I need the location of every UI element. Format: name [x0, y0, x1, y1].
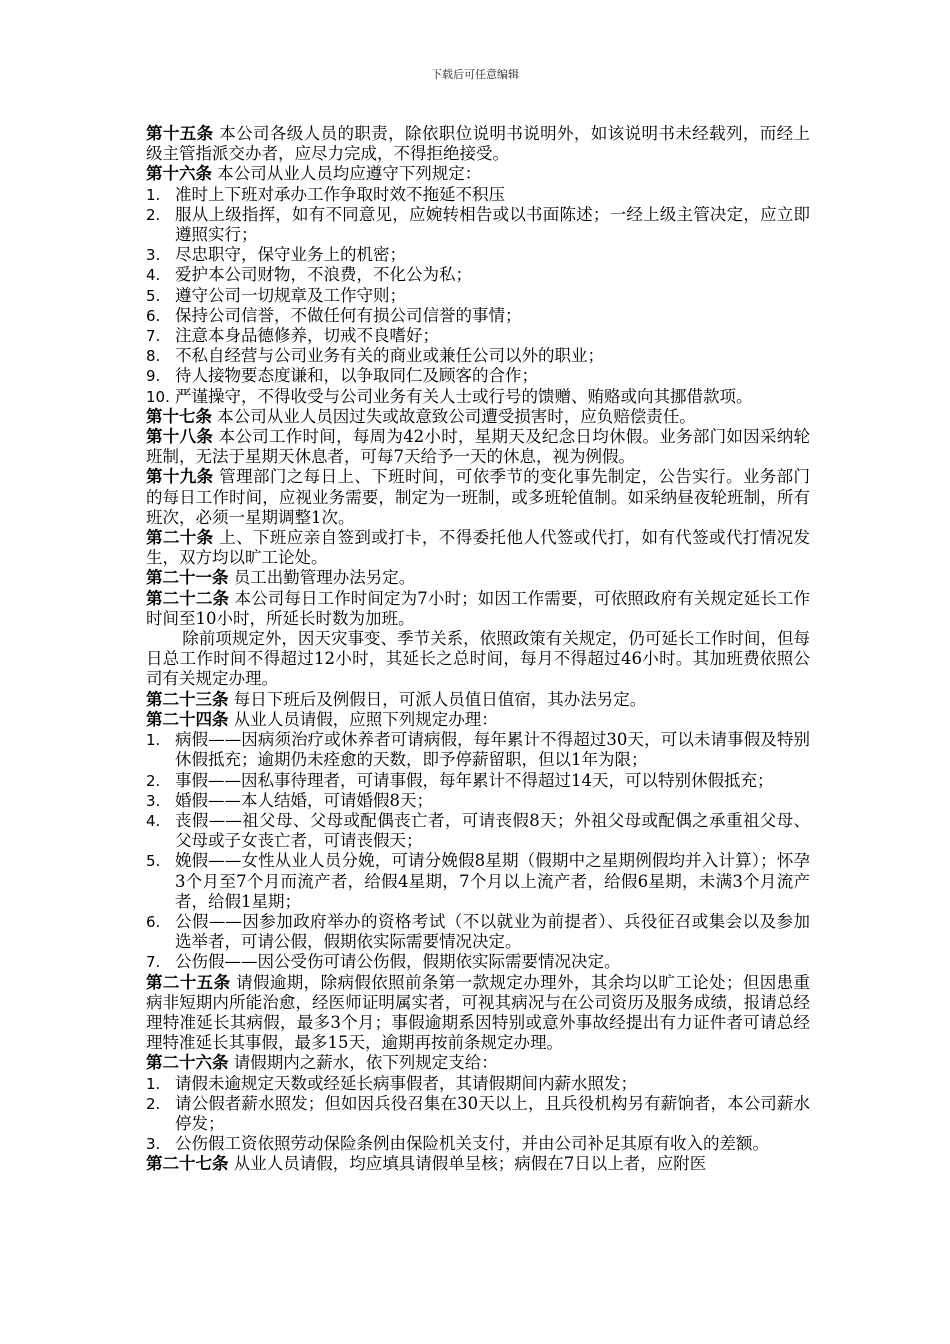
list-item-number: 3.: [146, 791, 161, 810]
article-heading: 第十八条: [146, 427, 214, 447]
list-item: [146, 265, 810, 285]
article-heading: 第十六条: [146, 164, 212, 184]
article-heading: 第二十六条: [146, 1053, 229, 1073]
list-item-number: 7.: [146, 327, 161, 346]
article-heading: 第二十条: [146, 528, 214, 548]
article-heading: 第二十四条: [146, 709, 229, 729]
list-item: [146, 346, 810, 366]
article-paragraph: [146, 164, 810, 184]
list-item: [146, 245, 810, 265]
list-item-text: 不私自经营与公司业务有关的商业或兼任公司以外的职业；: [175, 346, 604, 366]
list-item-text: 请公假者薪水照发；但如因兵役召集在30天以上，且兵役机构另有薪饷者，本公司薪水停发；: [175, 1093, 810, 1133]
list-item: [146, 730, 810, 770]
list-item-text: 注意本身品德修养，切戒不良嗜好；: [175, 326, 439, 346]
list-item-text: 严谨操守，不得收受与公司业务有关人士或行号的馈赠、贿赂或向其挪借款项。: [175, 386, 753, 406]
list-item-text: 准时上下班对承办工作争取时效不拖延不积压: [175, 184, 505, 204]
article-text: 本公司从业人员均应遵守下列规定：: [217, 164, 482, 184]
page-header: 下载后可任意编辑: [431, 68, 519, 81]
list-item-number: 4.: [146, 266, 161, 285]
list-item-number: 2.: [146, 1094, 161, 1113]
list-item-number: 6.: [146, 912, 161, 931]
article-paragraph: [146, 1053, 810, 1073]
article-paragraph: [146, 124, 810, 164]
article-text: 从业人员请假，均应填具请假单呈核；病假在7日以上者，应附医: [233, 1154, 707, 1174]
list-item-number: 3.: [146, 246, 161, 265]
list-item-number: 1.: [146, 731, 161, 750]
article-heading: 第二十七条: [146, 1154, 229, 1174]
list-item-number: 8.: [146, 347, 161, 366]
article-heading: 第十七条: [146, 406, 212, 426]
document-body: [146, 124, 810, 1175]
article-paragraph: [146, 467, 810, 528]
list-item-text: 爱护本公司财物，不浪费，不化公为私；: [175, 265, 472, 285]
list-item-text: 丧假——祖父母、父母或配偶丧亡者，可请丧假8天；外祖父母或配偶之承重祖父母、父母或子女丧亡者，可请丧假天；: [175, 810, 810, 851]
list-item-text: 公伤假——因公受伤可请公伤假，假期依实际需要情况决定。: [175, 952, 621, 972]
list-item-number: 4.: [146, 811, 161, 830]
article-text: 本公司从业人员因过失或故意致公司遭受损害时，应负赔偿责任。: [217, 406, 696, 426]
list-item: [146, 326, 810, 346]
list-item-text: 婚假——本人结婚，可请婚假8天；: [175, 790, 433, 810]
list-item-number: 3.: [146, 1135, 161, 1154]
list-item-text: 请假未逾规定天数或经延长病事假者，其请假期间内薪水照发；: [175, 1073, 637, 1093]
article-text: 从业人员请假，应照下列规定办理：: [233, 709, 498, 729]
list-item: [146, 1134, 810, 1154]
list-item-number: 1.: [146, 1074, 161, 1093]
list-item-number: 10.: [146, 387, 170, 406]
list-item-text: 娩假——女性从业人员分娩，可请分娩假8星期（假期中之星期例假均并入计算）；怀孕3个月至7个月而流产者，给假4星期，7个月以上流产者，给假6星期，未满3个月流产者，给假1星期；: [175, 851, 810, 911]
list-item-text: 遵守公司一切规章及工作守则；: [175, 285, 406, 305]
article-heading: 第十五条: [146, 124, 214, 143]
list-item-text: 公假——因参加政府举办的资格考试（不以就业为前提者）、兵役征召或集会以及参加选举者，可请公假，假期依实际需要情况决定。: [175, 911, 810, 952]
list-item-text: 公伤假工资依照劳动保险条例由保险机关支付，并由公司补足其原有收入的差额。: [175, 1134, 769, 1154]
list-item: [146, 771, 810, 791]
article-text: 本公司各级人员的职责，除依职位说明书说明外，如该说明书未经载列，而经上级主管指派交办者，应尽力完成，不得拒绝接受。: [146, 124, 811, 164]
list-item-number: 6.: [146, 306, 161, 325]
list-item-number: 1.: [146, 185, 161, 204]
article-text: 请假期内之薪水，依下列规定支给：: [233, 1053, 498, 1073]
article-heading: 第二十二条: [146, 588, 230, 608]
list-item-number: 5.: [146, 852, 161, 871]
article-paragraph: [146, 407, 810, 427]
list-item: [146, 306, 810, 326]
article-text: 上、下班应亲自签到或打卡，不得委托他人代签或代打，如有代签或代打情况发生，双方均以旷工论处。: [146, 528, 811, 568]
list-item-text: 尽忠职守，保守业务上的机密；: [175, 245, 406, 265]
list-item-text: 保持公司信誉，不做任何有损公司信誉的事情；: [175, 305, 522, 325]
article-text: 本公司每日工作时间定为7小时；如因工作需要，可依照政府有关规定延长工作时间至10小时，所延长时数为加班。: [146, 588, 811, 628]
article-text: 本公司工作时间，每周为42小时，星期天及纪念日均休假。业务部门如因采纳轮班制，无法于星期天休息者，可每7天给予一天的休息，视为例假。: [146, 427, 811, 467]
article-paragraph: [146, 528, 810, 568]
list-item-text: 服从上级指挥，如有不同意见，应婉转相告或以书面陈述；一经上级主管决定，应立即遵照实行；: [175, 204, 810, 245]
list-item: [146, 205, 810, 245]
list-item-text: 病假——因病须治疗或休养者可请病假，每年累计不得超过30天，可以未请事假及特别休假抵充；逾期仍未痊愈的天数，即予停薪留职，但以1年为限；: [175, 730, 810, 770]
list-item: [146, 912, 810, 952]
article-paragraph: [146, 568, 810, 588]
list-item: [146, 286, 810, 306]
list-item: [146, 851, 810, 912]
list-item: [146, 791, 810, 811]
article-paragraph: [146, 427, 810, 467]
article-paragraph: [146, 1154, 810, 1174]
list-item-number: 2.: [146, 771, 161, 790]
article-heading: 第十九条: [146, 467, 214, 487]
list-item: [146, 811, 810, 851]
article-paragraph: [146, 589, 810, 629]
list-item-text: 事假——因私事待理者，可请事假，每年累计不得超过14天，可以特别休假抵充；: [175, 770, 774, 790]
list-item: [146, 366, 810, 386]
article-text: 除前项规定外，因天灾事变、季节关系，依照政策有关规定，仍可延长工作时间，但每日总工作时间不得超过12小时，其延长之总时间，每月不得超过46小时。其加班费依照公司有关规定办理。: [146, 629, 810, 689]
article-text: 请假逾期，除病假依照前条第一款规定办理外，其余均以旷工论处；但因患重病非短期内所能治愈，经医师证明属实者，可视其病况与在公司资历及服务成绩，报请总经理特准延长其病假，最多3个月；事假逾期系因特别或意外事故经提出有力证件者可请总经理特准延长其事假，最多15天，逾期再按前条规定办理。: [146, 972, 811, 1053]
list-item: [146, 952, 810, 972]
indented-paragraph: [146, 629, 810, 690]
article-heading: 第二十三条: [146, 689, 229, 709]
article-text: 员工出勤管理办法另定。: [233, 568, 416, 588]
list-item: [146, 387, 810, 407]
list-item-number: 5.: [146, 286, 161, 305]
article-paragraph: [146, 710, 810, 730]
list-item-number: 2.: [146, 205, 161, 224]
list-item-number: 9.: [146, 367, 161, 386]
article-heading: 第二十一条: [146, 568, 229, 588]
article-paragraph: [146, 973, 810, 1054]
article-paragraph: [146, 690, 810, 710]
article-heading: 第二十五条: [146, 972, 231, 992]
list-item-number: 7.: [146, 953, 161, 972]
article-text: 每日下班后及例假日，可派人员值日值宿，其办法另定。: [233, 689, 647, 709]
list-item: [146, 185, 810, 205]
list-item: [146, 1094, 810, 1134]
list-item-text: 待人接物要态度谦和，以争取同仁及顾客的合作；: [175, 366, 538, 386]
list-item: [146, 1074, 810, 1094]
article-text: 管理部门之每日上、下班时间，可依季节的变化事先制定，公告实行。业务部门的每日工作时间，应视业务需要，制定为一班制，或多班轮值制。如采纳昼夜轮班制，所有班次，必须一星期调整1次。: [146, 467, 811, 527]
